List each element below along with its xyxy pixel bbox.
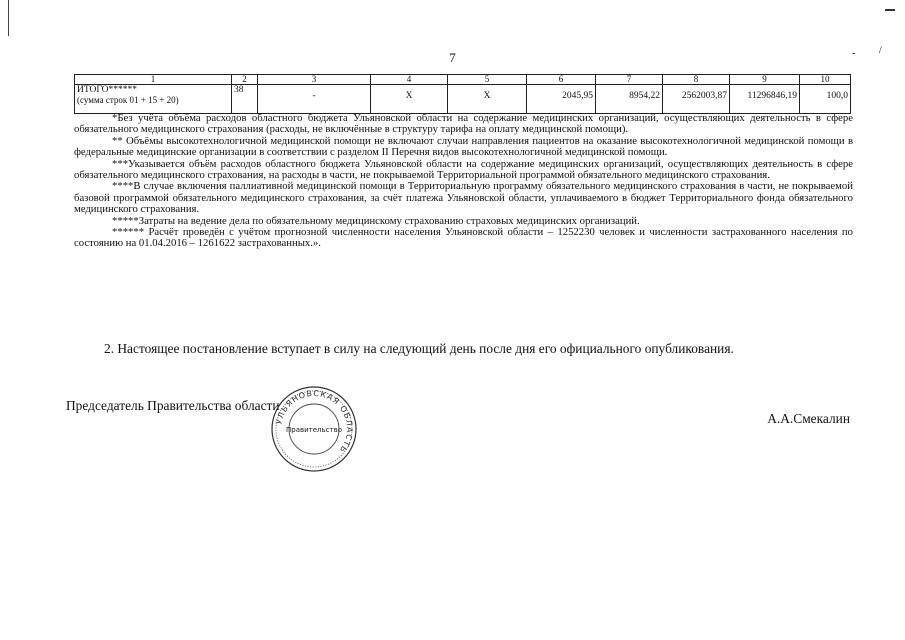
signatory-title: Председатель Правительства области: [66, 398, 280, 413]
totals-table: [74, 74, 851, 114]
header-cell: 1: [75, 75, 232, 85]
header-cell: 2: [232, 75, 258, 85]
corner-mark: [885, 9, 895, 14]
header-cell: 5: [448, 75, 527, 85]
table-cell: 8954,22: [596, 85, 663, 114]
table-row-total: [75, 85, 851, 114]
table-cell: 2045,95: [527, 85, 596, 114]
header-cell: 10: [800, 75, 851, 85]
footnote: ** Объёмы высокотехнологичной медицинской помощи не включают случаи направления пациентов на оказание высокотехнологичной медицинской помощи в федеральные медицинские организации в соответствии с разделом II Перечня видов высокотехнологичной медицинской помощи.: [74, 134, 853, 159]
header-cell: 6: [527, 75, 596, 85]
header-cell: 4: [371, 75, 448, 85]
total-label: ИТОГО******: [77, 85, 138, 95]
table-cell: Х: [371, 85, 448, 114]
total-sublabel: (сумма строк 01 + 15 + 20): [77, 95, 179, 105]
margin-tick-2: /: [879, 45, 882, 56]
svg-text:УЛЬЯНОВСКАЯ ОБЛАСТЬ: [274, 389, 354, 455]
footnote: *****Затраты на ведение дела по обязательному медицинскому страхованию страховых медицинских организаций.: [112, 214, 640, 227]
footnotes: [74, 113, 853, 250]
official-seal: [270, 385, 358, 473]
table-cell: -: [258, 85, 371, 114]
footnote: ***Указывается объём расходов областного бюджета Ульяновской области на содержание медицинских организаций, осуществляющих деятельность в сфере обязательного медицинского страхования, на расходы в части, не покрываемой Территориальной программой обязательного медицинского страхования.: [74, 157, 853, 182]
header-cell: 7: [596, 75, 663, 85]
table-cell: Х: [448, 85, 527, 114]
table-cell: 2562003,87: [663, 85, 730, 114]
table-cell: 100,0: [800, 85, 851, 114]
header-cell: 8: [663, 75, 730, 85]
seal-ring-text: УЛЬЯНОВСКАЯ ОБЛАСТЬ: [274, 388, 355, 455]
seal-center-text: Правительство: [286, 426, 342, 434]
signatory-name: А.А.Смекалин: [767, 411, 850, 426]
total-label-cell: [75, 85, 232, 114]
header-cell: 9: [730, 75, 800, 85]
left-edge-mark: [8, 0, 9, 36]
table-cell: 11296846,19: [730, 85, 800, 114]
page-number: 7: [449, 50, 456, 65]
table-header-row: [75, 75, 851, 85]
resolution-paragraph: 2. Настоящее постановление вступает в силу на следующий день после дня его официального опубликования.: [104, 341, 734, 356]
footnote: ****В случае включения паллиативной медицинской помощи в Территориальную программу обязательного медицинского страхования в части, не покрываемой базовой программой обязательного медицинского страхования, за счёт платежа Ульяновской области, уплачиваемого в бюджет Территориального фонда обязательного медицинского страхования.: [74, 180, 853, 216]
header-cell: 3: [258, 75, 371, 85]
table-cell: 38: [232, 85, 258, 114]
margin-tick: -: [852, 48, 856, 59]
footnote: ****** Расчёт проведён с учётом прогнозной численности населения Ульяновской области – 1252230 человек и численности застрахованного населения по состоянию на 01.04.2016 – 1261622 застрахованных.».: [74, 226, 853, 250]
footnote: *Без учёта объёма расходов областного бюджета Ульяновской области на содержание медицинских организаций, осуществляющих деятельность в сфере обязательного медицинского страхования (расходы, не включённые в структуру тарифа на оплату медицинской помощи).: [74, 112, 853, 136]
